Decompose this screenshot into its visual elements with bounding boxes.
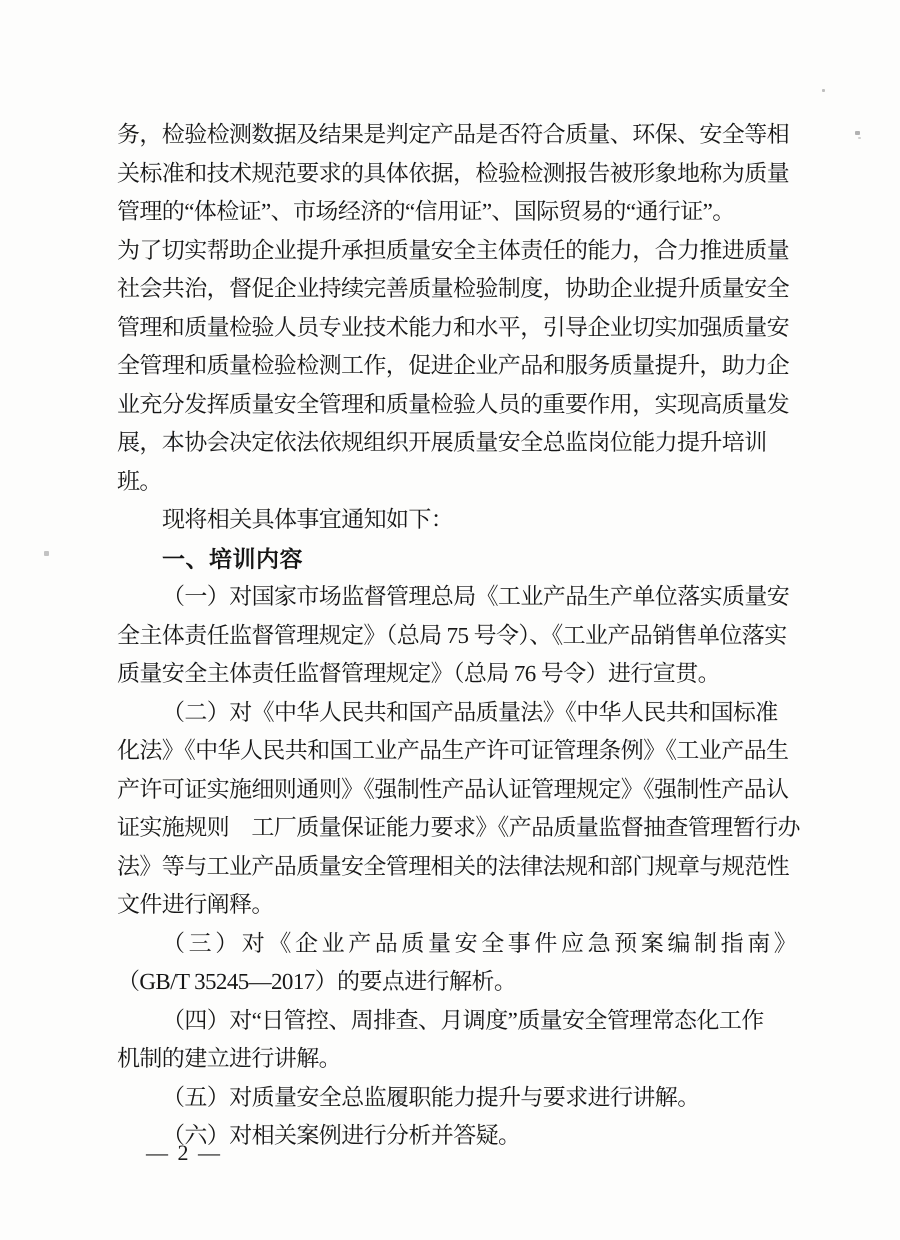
text-line: 产许可证实施细则通则》《强制性产品认证管理规定》《强制性产品认 — [117, 776, 789, 802]
page-number: — 2 — — [146, 1140, 222, 1165]
text-line: （二）对《中华人民共和国产品质量法》《中华人民共和国标准 — [162, 699, 778, 725]
text-line: 质量安全主体责任监督管理规定》（总局 76 号令）进行宣贯。 — [117, 661, 721, 686]
text-line: 关标准和技术规范要求的具体依据，检验检测报告被形象地称为质量 — [117, 160, 790, 186]
text-line: 业充分发挥质量安全管理和质量检验人员的重要作用，实现高质量发 — [117, 391, 790, 417]
text-line: （四）对“日管控、周排查、月调度”质量安全管理常态化工作 — [162, 1007, 764, 1033]
text-line: 社会共治，督促企业持续完善质量检验制度，协助企业提升质量安全 — [117, 276, 790, 301]
text-line: 为了切实帮助企业提升承担质量安全主体责任的能力，合力推进质量 — [117, 237, 790, 263]
text-line: 展，本协会决定依法依规组织开展质量安全总监岗位能力提升培训 — [117, 430, 767, 455]
text-line: （三）对《企业产品质量安全事件应急预案编制指南》 — [162, 930, 801, 956]
scan-speck — [858, 137, 861, 139]
text-line: 全管理和质量检验检测工作，促进企业产品和服务质量提升，助力企 — [117, 353, 790, 378]
text-line: 现将相关具体事宜通知如下： — [162, 507, 454, 532]
text-line: 班。 — [117, 468, 162, 494]
text-line: （GB/T 35245—2017）的要点进行解析。 — [117, 969, 517, 994]
text-line: 机制的建立进行讲解。 — [117, 1046, 342, 1071]
text-line: 证实施规则 工厂质量保证能力要求》《产品质量监督抽查管理暂行办 — [117, 815, 800, 840]
section-heading: 一、培训内容 — [162, 545, 303, 572]
scan-speck — [822, 89, 825, 92]
text-line: 务，检验检测数据及结果是判定产品是否符合质量、环保、安全等相 — [117, 122, 790, 147]
text-line: 管理的“体检证”、市场经济的“信用证”、国际贸易的“通行证”。 — [117, 199, 735, 224]
text-line: 化法》《中华人民共和国工业产品生产许可证管理条例》《工业产品生 — [117, 738, 789, 763]
scan-speck — [855, 131, 860, 135]
text-line: 管理和质量检验人员专业技术能力和水平，引导企业切实加强质量安 — [117, 314, 790, 340]
scan-speck — [44, 551, 49, 556]
text-line: （五）对质量安全总监履职能力提升与要求进行讲解。 — [162, 1084, 700, 1110]
document-body — [117, 116, 817, 1156]
text-line: 全主体责任监督管理规定》（总局 75 号令）、《工业产品销售单位落实 — [117, 622, 787, 648]
text-line: 法》等与工业产品质量安全管理相关的法律法规和部门规章与规范性 — [117, 853, 790, 879]
text-line: （一）对国家市场监督管理总局《工业产品生产单位落实质量安 — [162, 584, 790, 609]
text-line: （六）对相关案例进行分析并答疑。 — [162, 1123, 521, 1148]
text-line: 文件进行阐释。 — [117, 892, 274, 917]
